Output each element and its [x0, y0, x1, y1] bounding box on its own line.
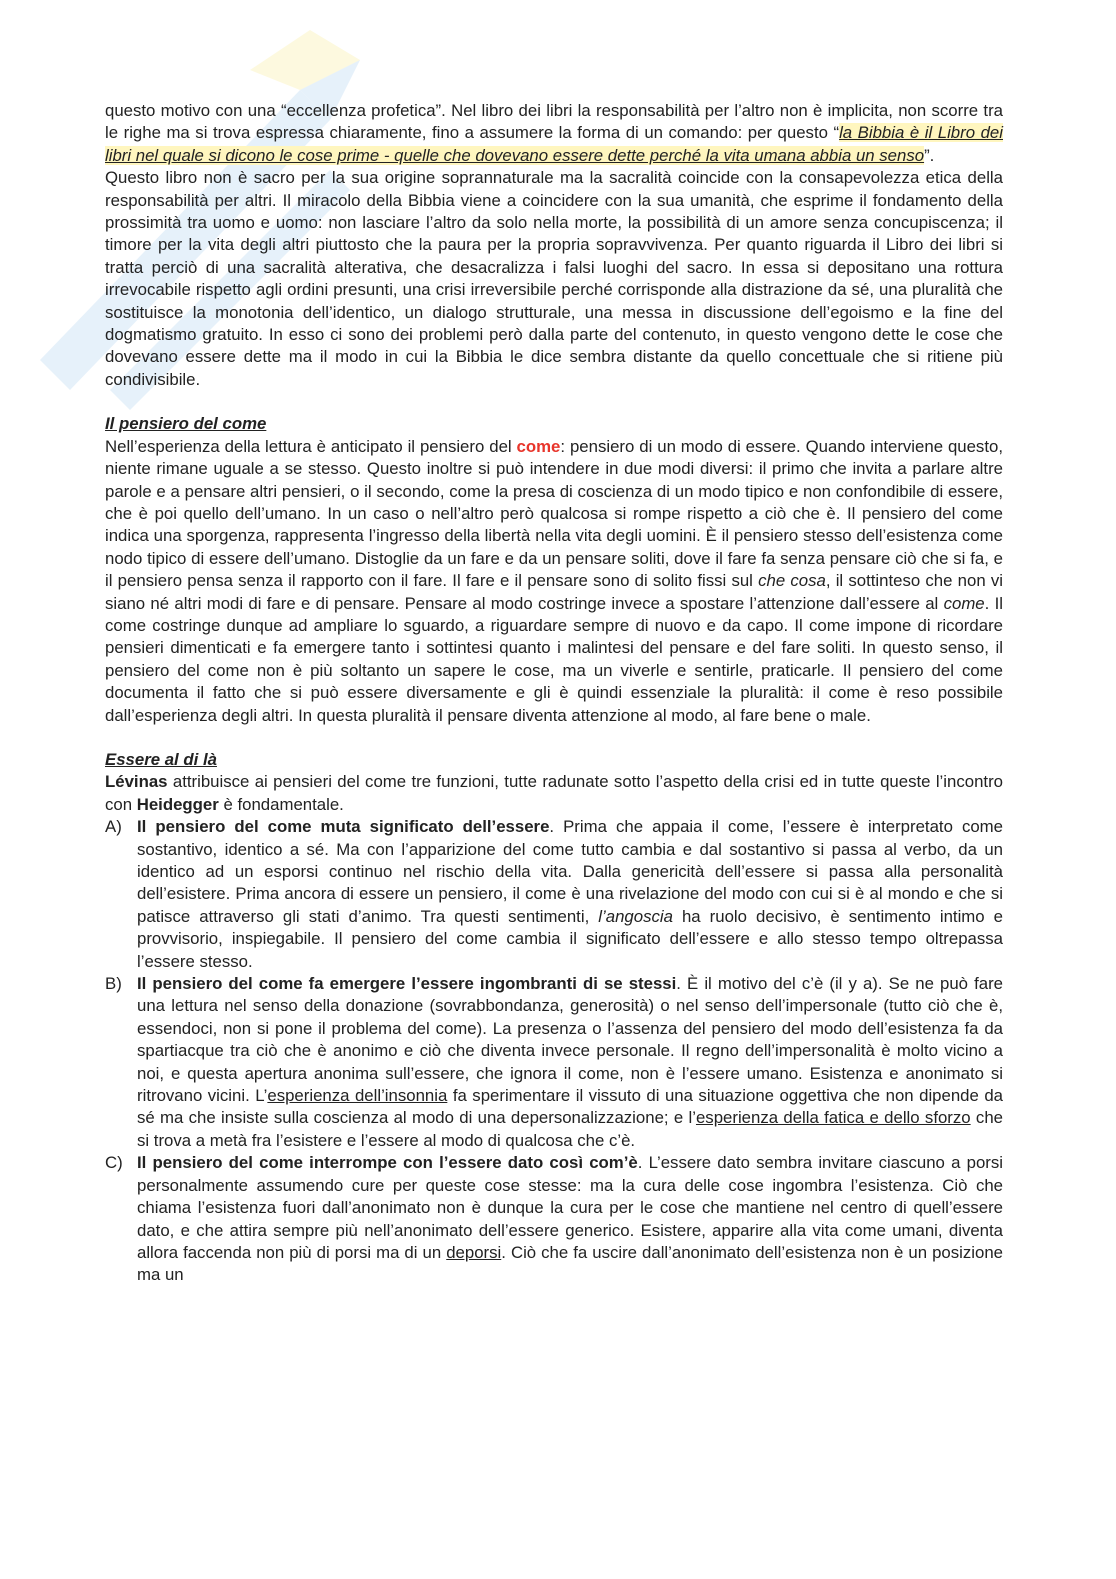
- document-page: [105, 100, 1003, 1287]
- list-marker: A): [105, 817, 122, 837]
- heading-essere-al-di-la: Essere al di là: [105, 749, 217, 769]
- list-marker: C): [105, 1153, 123, 1173]
- list-item-b: B) Il pensiero del come fa emergere l’essere ingombranti di se stessi. È il motivo del c’è (il y a). Se ne può fare una lettura nel senso della donazione (sovrabbondanza, generosità) o nel senso dell’impersonale (tutto ciò che è, essendoci, non si pone il problema del come). La presenza o l’assenza del pensiero del modo dell’esistenza fa da spartiacque tra ciò che è anonimo e ciò che diventa invece personale. Il regno dell’impersonalità è molto vicino a noi, e questa apertura anonima sull’essere, che ignora il come, non è l’essere umano. Esistenza e anonimato si ritrovano vicini. L’esperienza dell’insonnia fa sperimentare il vissuto di una situazione oggettiva che non dipende da sé ma che insiste sulla coscienza al modo di una depersonalizzazione; e l’esperienza della fatica e dello sforzo che si trova a metà fra l’esistere e l’essere al modo di qualcosa che c’è.: [105, 973, 1003, 1152]
- list-marker: B): [105, 974, 122, 994]
- keyword-come: come: [516, 436, 561, 456]
- paragraph-levinas: Lévinas attribuisce ai pensieri del come tre funzioni, tutte radunate sotto l’aspetto della crisi ed in tutte queste l’incontro con Heidegger è fondamentale.: [105, 772, 1003, 814]
- list-item-a: A) Il pensiero del come muta significato dell’essere. Prima che appaia il come, l’essere è interpretato come sostantivo, identico a sé. Ma con l’apparizione del come tutto cambia e dal sostantivo si passa al verbo, da un identico ad un esporsi continuo nel rischio della vita. Dalla genericità dell’essere si passa alla personalità dell’esistere. Prima ancora di essere un pensiero, il come è una rivelazione del modo con cui si è al mondo e che si patisce attraverso gli stati d’animo. Tra questi sentimenti, l’angoscia ha ruolo decisivo, è sentimento intimo e provvisorio, inspiegabile. Il pensiero del come cambia il significato dell’essere e allo stesso tempo oltrepassa l’essere stesso.: [105, 816, 1003, 973]
- paragraph-sacred-book: Questo libro non è sacro per la sua origine soprannaturale ma la sacralità coincide con la consapevolezza etica della responsabilità per altri. Il miracolo della Bibbia viene a coincidere con la sua umanità, che esprime il fondamento della prossimità tra uomo e uomo: non lasciare l’altro da solo nella morte, la possibilità di un amore senza concupiscenza; il timore per la vita degli altri piuttosto che la paura per la propria sopravvivenza. Per quanto riguarda il Libro dei libri si tratta perciò di una sacralità alterativa, che desacralizza i falsi luoghi del sacro. In essa si depositano una rottura irrevocabile rispetto agli ordini presunti, una crisi irreversibile perché corrisponde alla distrazione da sé, una pluralità che sostituisce la monotonia dell’identico, un dialogo strutturale, una messa in discussione dell’egoismo e la fine del dogmatismo gratuito. In esso ci sono dei problemi però dalla parte del contenuto, in questo vengono dette le cose che dovevano essere dette ma il modo in cui la Bibbia le dice sembra distante da quello concettuale che si ritiene più condivisibile.: [105, 168, 1003, 389]
- bible-quote: la Bibbia è il Libro dei libri nel quale si dicono le cose prime - quelle che dovevano essere dette perché la vita umana abbia un senso: [105, 123, 1003, 165]
- heading-pensiero-del-come: Il pensiero del come: [105, 414, 267, 434]
- list-item-c: C) Il pensiero del come interrompe con l’essere dato così com’è. L’essere dato sembra invitare ciascuno a porsi personalmente assumendo cure per queste cose stesse: ma la cura delle cose ingombra l’esistenza. Ciò che chiama l’esistenza fuori dall’anonimato non è dunque la cura per le cose che mantiene nel centro di quell’essere dato, e che attira sempre più nell’anonimato dell’essere generico. Esistere, apparire alla vita come umani, diventa allora faccenda non più di porsi ma di un deporsi. Ciò che fa uscire dall’anonimato dell’esistenza non è un posizione ma un: [105, 1152, 1003, 1286]
- paragraph-pensiero-del-come: Nell’esperienza della lettura è anticipato il pensiero del come: pensiero di un modo di essere. Quando interviene questo, niente rimane uguale a se stesso. Questo inoltre si può intendere in due modi diversi: il primo che invita a parlare altre parole e a pensare altri pensieri, o il secondo, come la presa di coscienza di un modo tipico e non confondibile di essere, che è poi quello dell’umano. In un caso o nell’altro però qualcosa si rompe rispetto a ciò che è. Il pensiero del come indica una sporgenza, rappresenta l’ingresso della libertà nella vita degli uomini. È il pensiero stesso dell’esistenza come nodo tipico di essere dell’umano. Distoglie da un fare e da un pensare soliti, dove il fare fa senza pensare ciò che si fa, e il pensiero pensa senza il rapporto con il fare. Il fare e il pensare sono di solito fissi sul che cosa, il sottinteso che non vi siano né altri modi di fare e di pensare. Pensare al modo costringe invece a spostare l’attenzione dall’essere al come. Il come costringe dunque ad ampliare lo sguardo, a riguardare sempre di nuovo e da capo. Il come impone di ricordare pensieri dimenticati e fa emergere tanto i sottintesi quanto i malintesi del pensare e del fare soliti. In questo senso, il pensiero del come non è più soltanto un sapere le cose, ma un viverle e sentirle, praticarle. Il pensiero del come documenta il fatto che si può essere diversamente e gli è quindi essenziale la pluralità: il come è reso possibile dall’esperienza degli altri. In questa pluralità il pensare diventa attenzione al modo, al fare bene o male.: [105, 436, 1004, 725]
- paragraph-intro: questo motivo con una “eccellenza profetica”. Nel libro dei libri la responsabilità per l’altro non è implicita, non scorre tra le righe ma si trova espressa chiaramente, fino a assumere la forma di un comando: per questo “la Bibbia è il Libro dei libri nel quale si dicono le cose prime - quelle che dovevano essere dette perché la vita umana abbia un senso”.: [105, 101, 1003, 165]
